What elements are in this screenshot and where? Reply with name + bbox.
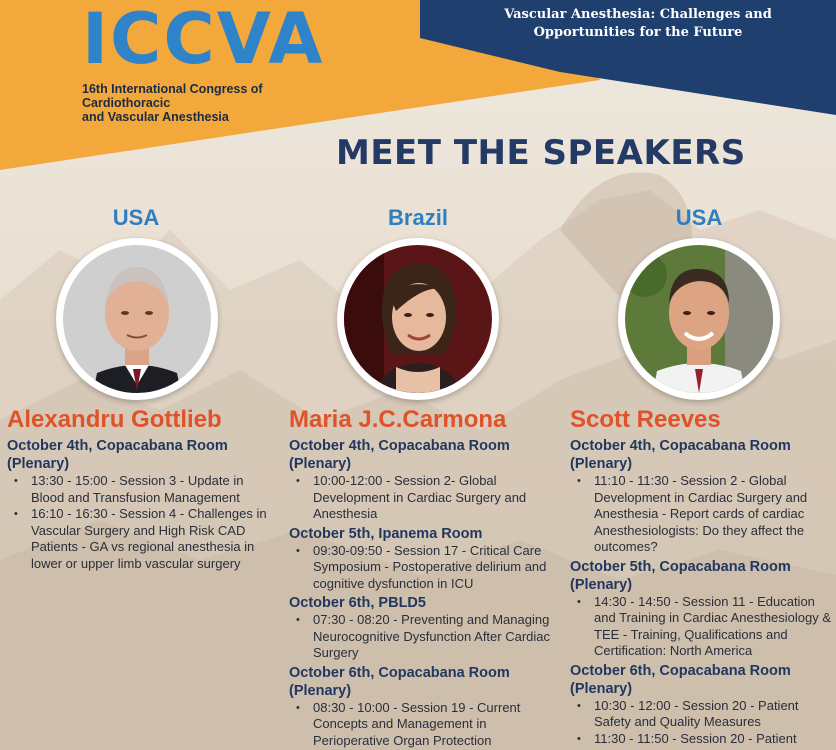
session-item: • 11:10 - 11:30 - Session 2 - Global Development in Cardiac Surgery and Anesthesia - Report cards of cardiac Anesthesiologists: Do they affect the outcomes? (594, 473, 836, 556)
session-day: October 4th, Copacabana Room (Plenary) (289, 438, 510, 472)
speaker-3-name: Scott Reeves (570, 406, 721, 433)
session-item: • 11:30 - 11:50 - Session 20 - Patient (594, 731, 836, 748)
session-day: October 4th, Copacabana Room (Plenary) (570, 438, 791, 472)
session-day: October 5th, Copacabana Room (Plenary) (570, 558, 791, 593)
session-list (289, 473, 557, 523)
session-day: October 4th, Copacabana Room (Plenary) (7, 438, 228, 472)
congress-title (82, 82, 342, 124)
speaker-2-card (289, 405, 557, 749)
speaker-3-country: USA (675, 205, 723, 230)
speaker-1-country: USA (112, 205, 160, 230)
session-item: • 10:00-12:00 - Session 2- Global Development in Cardiac Surgery and Anesthesia (313, 473, 557, 523)
speaker-2-name: Maria J.C.Carmona (289, 406, 507, 433)
session-item: • 09:30-09:50 - Session 17 - Critical Care Symposium - Postoperative delirium and cognitive dysfunction in ICU (313, 543, 557, 593)
session-list (570, 473, 836, 556)
speaker-1-photo (56, 238, 218, 400)
session-day: October 5th, Ipanema Room (289, 525, 483, 542)
session-list (289, 612, 557, 662)
speaker-1-name: Alexandru Gottlieb (7, 406, 222, 433)
session-list (289, 543, 557, 593)
iccva-logo: ICCVA (82, 0, 325, 80)
theme-line-1: Vascular Anesthesia: Challenges and (504, 7, 772, 22)
session-item: • 08:30 - 10:00 - Session 19 - Current Concepts and Management in Perioperative Organ Protection (313, 700, 557, 750)
congress-title-line-1: 16th International Congress of Cardiothoracic (82, 82, 263, 110)
session-list (289, 700, 557, 750)
theme-line-2: Opportunities for the Future (533, 25, 743, 40)
congress-theme (488, 6, 788, 42)
session-list (570, 698, 836, 748)
session-list (570, 594, 836, 660)
session-list (7, 473, 275, 572)
speaker-1-card (7, 405, 275, 572)
session-item: • 07:30 - 08:20 - Preventing and Managing Neurocognitive Dysfunction After Cardiac Surgery (313, 612, 557, 662)
speaker-2-country: Brazil (388, 205, 448, 230)
congress-title-line-2: and Vascular Anesthesia (82, 110, 229, 124)
session-day: October 6th, Copacabana Room (Plenary) (570, 662, 791, 697)
session-item: • 13:30 - 15:00 - Session 3 - Update in Blood and Transfusion Management (31, 473, 275, 506)
session-item: • 10:30 - 12:00 - Session 20 - Patient Safety and Quality Measures (594, 698, 836, 731)
session-item: • 16:10 - 16:30 - Session 4 - Challenges in Vascular Surgery and High Risk CAD Patients - GA vs regional anesthesia in lower or upper limb vascular surgery (31, 506, 275, 572)
speaker-3-card (570, 405, 836, 747)
session-day: October 6th, PBLD5 (289, 595, 426, 611)
speaker-2-photo (337, 238, 499, 400)
speaker-3-photo (618, 238, 780, 400)
page-title: MEET THE SPEAKERS (336, 133, 746, 173)
session-day: October 6th, Copacabana Room (Plenary) (289, 664, 510, 699)
session-item: • 14:30 - 14:50 - Session 11 - Education and Training in Cardiac Anesthesiology & TEE - Training, Qualifications and Certification: North America (594, 594, 836, 660)
